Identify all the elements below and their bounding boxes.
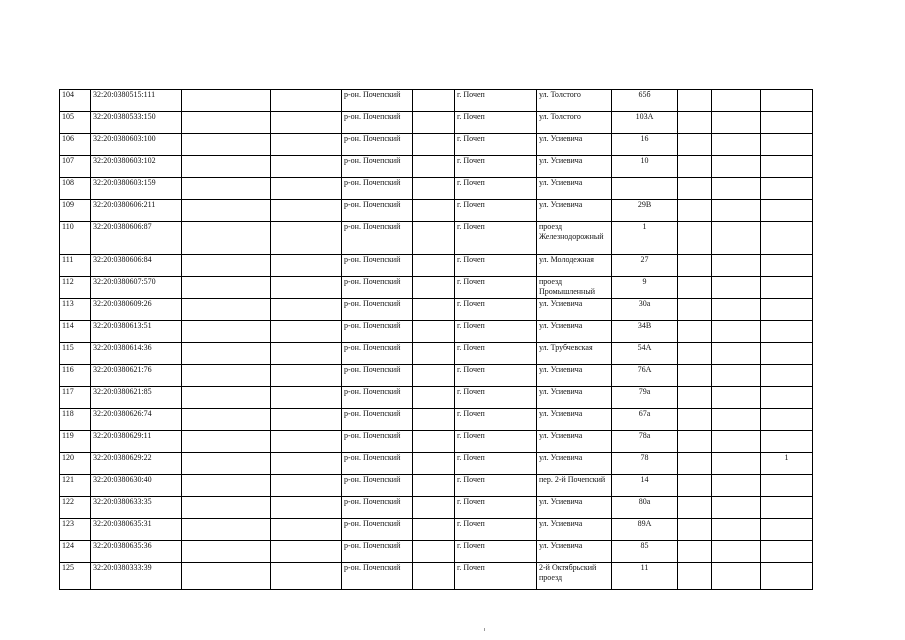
empty-cell (271, 409, 342, 431)
street: ул. Усиевича (537, 431, 612, 453)
district: р-он. Почепский (342, 156, 413, 178)
empty-cell (712, 112, 761, 134)
district: р-он. Почепский (342, 222, 413, 255)
extra-value (761, 387, 813, 409)
extra-value (761, 112, 813, 134)
empty-cell (182, 200, 271, 222)
empty-cell (182, 134, 271, 156)
street: ул. Усиевича (537, 200, 612, 222)
empty-cell (271, 519, 342, 541)
district: р-он. Почепский (342, 90, 413, 112)
table-row (60, 365, 813, 387)
row-number: 104 (60, 90, 91, 112)
extra-value (761, 277, 813, 299)
house-number: 89А (612, 519, 678, 541)
cadastral-number: 32:20:0380609:26 (91, 299, 182, 321)
street: 2-й Октябрьский проезд (537, 563, 612, 590)
extra-value (761, 409, 813, 431)
street: ул. Усиевича (537, 541, 612, 563)
empty-cell (712, 387, 761, 409)
row-number: 111 (60, 255, 91, 277)
street: пер. 2-й Почепский (537, 475, 612, 497)
empty-cell (712, 222, 761, 255)
empty-cell (678, 178, 712, 200)
district: р-он. Почепский (342, 365, 413, 387)
city: г. Почеп (455, 255, 537, 277)
empty-cell (271, 156, 342, 178)
cadastral-number: 32:20:0380515:111 (91, 90, 182, 112)
empty-cell (712, 178, 761, 200)
district: р-он. Почепский (342, 563, 413, 590)
row-number: 124 (60, 541, 91, 563)
house-number: 14 (612, 475, 678, 497)
street: ул. Усиевича (537, 156, 612, 178)
empty-cell (413, 563, 455, 590)
empty-cell (182, 541, 271, 563)
empty-cell (678, 156, 712, 178)
table-row (60, 200, 813, 222)
district: р-он. Почепский (342, 453, 413, 475)
empty-cell (712, 475, 761, 497)
empty-cell (271, 299, 342, 321)
city: г. Почеп (455, 519, 537, 541)
cadastral-number: 32:20:0380603:100 (91, 134, 182, 156)
empty-cell (712, 453, 761, 475)
house-number: 1 (612, 222, 678, 255)
empty-cell (182, 277, 271, 299)
empty-cell (678, 255, 712, 277)
house-number: 78а (612, 431, 678, 453)
empty-cell (712, 365, 761, 387)
district: р-он. Почепский (342, 387, 413, 409)
street: ул. Усиевича (537, 519, 612, 541)
table-row (60, 343, 813, 365)
house-number: 11 (612, 563, 678, 590)
empty-cell (413, 541, 455, 563)
house-number: 80а (612, 497, 678, 519)
empty-cell (182, 178, 271, 200)
house-number: 29В (612, 200, 678, 222)
empty-cell (182, 387, 271, 409)
cadastral-number: 32:20:0380603:102 (91, 156, 182, 178)
table-row (60, 222, 813, 255)
table-row (60, 156, 813, 178)
house-number: 85 (612, 541, 678, 563)
empty-cell (413, 431, 455, 453)
cadastral-number: 32:20:0380626:74 (91, 409, 182, 431)
empty-cell (678, 453, 712, 475)
district: р-он. Почепский (342, 497, 413, 519)
row-number: 119 (60, 431, 91, 453)
row-number: 116 (60, 365, 91, 387)
cadastral-number: 32:20:0380629:22 (91, 453, 182, 475)
street: ул. Усиевича (537, 321, 612, 343)
empty-cell (678, 134, 712, 156)
empty-cell (678, 365, 712, 387)
row-number: 109 (60, 200, 91, 222)
house-number: 54А (612, 343, 678, 365)
city: г. Почеп (455, 90, 537, 112)
empty-cell (712, 134, 761, 156)
row-number: 115 (60, 343, 91, 365)
table-row (60, 519, 813, 541)
extra-value (761, 255, 813, 277)
empty-cell (182, 321, 271, 343)
district: р-он. Почепский (342, 541, 413, 563)
house-number: 76А (612, 365, 678, 387)
empty-cell (182, 343, 271, 365)
row-number: 118 (60, 409, 91, 431)
empty-cell (271, 134, 342, 156)
empty-cell (413, 453, 455, 475)
empty-cell (413, 222, 455, 255)
cadastral-number: 32:20:0380603:159 (91, 178, 182, 200)
extra-value (761, 178, 813, 200)
empty-cell (271, 475, 342, 497)
empty-cell (271, 112, 342, 134)
empty-cell (271, 563, 342, 590)
cadastral-number: 32:20:0380606:87 (91, 222, 182, 255)
empty-cell (271, 222, 342, 255)
district: р-он. Почепский (342, 475, 413, 497)
empty-cell (271, 277, 342, 299)
empty-cell (182, 255, 271, 277)
empty-cell (413, 200, 455, 222)
empty-cell (182, 563, 271, 590)
street: ул. Молодежная (537, 255, 612, 277)
empty-cell (678, 431, 712, 453)
empty-cell (413, 519, 455, 541)
empty-cell (182, 453, 271, 475)
row-number: 117 (60, 387, 91, 409)
district: р-он. Почепский (342, 200, 413, 222)
street: ул. Толстого (537, 90, 612, 112)
cadastral-number: 32:20:0380607:570 (91, 277, 182, 299)
table-row (60, 134, 813, 156)
row-number: 125 (60, 563, 91, 590)
city: г. Почеп (455, 134, 537, 156)
city: г. Почеп (455, 343, 537, 365)
empty-cell (413, 178, 455, 200)
empty-cell (271, 431, 342, 453)
empty-cell (712, 200, 761, 222)
city: г. Почеп (455, 321, 537, 343)
cadastral-number: 32:20:0380333:39 (91, 563, 182, 590)
extra-value (761, 497, 813, 519)
registry-body (60, 90, 813, 590)
empty-cell (271, 343, 342, 365)
cadastral-number: 32:20:0380621:85 (91, 387, 182, 409)
table-row (60, 387, 813, 409)
empty-cell (678, 409, 712, 431)
house-number: 65б (612, 90, 678, 112)
extra-value (761, 541, 813, 563)
extra-value (761, 156, 813, 178)
empty-cell (413, 156, 455, 178)
table-row (60, 299, 813, 321)
extra-value (761, 222, 813, 255)
city: г. Почеп (455, 277, 537, 299)
house-number: 79а (612, 387, 678, 409)
city: г. Почеп (455, 156, 537, 178)
empty-cell (413, 277, 455, 299)
empty-cell (712, 90, 761, 112)
empty-cell (413, 299, 455, 321)
extra-value (761, 365, 813, 387)
street: проезд Промышленный (537, 277, 612, 299)
empty-cell (712, 255, 761, 277)
empty-cell (271, 541, 342, 563)
empty-cell (712, 519, 761, 541)
empty-cell (678, 563, 712, 590)
empty-cell (182, 475, 271, 497)
row-number: 106 (60, 134, 91, 156)
street: ул. Усиевича (537, 497, 612, 519)
empty-cell (712, 497, 761, 519)
street: ул. Усиевича (537, 299, 612, 321)
empty-cell (712, 409, 761, 431)
table-row (60, 90, 813, 112)
empty-cell (712, 431, 761, 453)
registry-table (59, 89, 813, 590)
empty-cell (413, 112, 455, 134)
empty-cell (271, 255, 342, 277)
city: г. Почеп (455, 299, 537, 321)
street: ул. Усиевича (537, 387, 612, 409)
empty-cell (712, 563, 761, 590)
city: г. Почеп (455, 563, 537, 590)
empty-cell (712, 541, 761, 563)
empty-cell (712, 343, 761, 365)
street: ул. Усиевича (537, 134, 612, 156)
table-row (60, 563, 813, 590)
cadastral-number: 32:20:0380633:35 (91, 497, 182, 519)
street: ул. Трубчевская (537, 343, 612, 365)
city: г. Почеп (455, 200, 537, 222)
table-row (60, 409, 813, 431)
district: р-он. Почепский (342, 409, 413, 431)
city: г. Почеп (455, 431, 537, 453)
empty-cell (182, 431, 271, 453)
city: г. Почеп (455, 365, 537, 387)
cadastral-number: 32:20:0380629:11 (91, 431, 182, 453)
table-row (60, 541, 813, 563)
empty-cell (182, 409, 271, 431)
empty-cell (678, 112, 712, 134)
table-row (60, 321, 813, 343)
district: р-он. Почепский (342, 431, 413, 453)
empty-cell (413, 90, 455, 112)
row-number: 107 (60, 156, 91, 178)
empty-cell (678, 200, 712, 222)
empty-cell (413, 497, 455, 519)
empty-cell (413, 134, 455, 156)
extra-value (761, 200, 813, 222)
table-row (60, 178, 813, 200)
cadastral-number: 32:20:0380635:36 (91, 541, 182, 563)
row-number: 114 (60, 321, 91, 343)
empty-cell (182, 222, 271, 255)
house-number: 78 (612, 453, 678, 475)
empty-cell (678, 321, 712, 343)
empty-cell (712, 277, 761, 299)
house-number: 27 (612, 255, 678, 277)
city: г. Почеп (455, 409, 537, 431)
district: р-он. Почепский (342, 343, 413, 365)
district: р-он. Почепский (342, 277, 413, 299)
empty-cell (413, 387, 455, 409)
row-number: 105 (60, 112, 91, 134)
row-number: 113 (60, 299, 91, 321)
district: р-он. Почепский (342, 112, 413, 134)
extra-value (761, 134, 813, 156)
district: р-он. Почепский (342, 299, 413, 321)
empty-cell (271, 90, 342, 112)
extra-value (761, 343, 813, 365)
empty-cell (413, 255, 455, 277)
row-number: 121 (60, 475, 91, 497)
empty-cell (413, 365, 455, 387)
district: р-он. Почепский (342, 321, 413, 343)
cadastral-number: 32:20:0380614:36 (91, 343, 182, 365)
empty-cell (712, 299, 761, 321)
city: г. Почеп (455, 112, 537, 134)
extra-value (761, 563, 813, 590)
table-row (60, 112, 813, 134)
empty-cell (182, 299, 271, 321)
empty-cell (271, 387, 342, 409)
empty-cell (413, 321, 455, 343)
table-row (60, 453, 813, 475)
cadastral-number: 32:20:0380613:51 (91, 321, 182, 343)
house-number (612, 178, 678, 200)
row-number: 108 (60, 178, 91, 200)
empty-cell (678, 277, 712, 299)
city: г. Почеп (455, 453, 537, 475)
city: г. Почеп (455, 541, 537, 563)
street: ул. Усиевича (537, 409, 612, 431)
row-number: 110 (60, 222, 91, 255)
empty-cell (678, 222, 712, 255)
empty-cell (413, 409, 455, 431)
scan-mark (484, 628, 485, 631)
extra-value (761, 431, 813, 453)
cadastral-number: 32:20:0380630:40 (91, 475, 182, 497)
empty-cell (678, 343, 712, 365)
city: г. Почеп (455, 222, 537, 255)
empty-cell (678, 90, 712, 112)
city: г. Почеп (455, 387, 537, 409)
empty-cell (678, 497, 712, 519)
empty-cell (678, 387, 712, 409)
district: р-он. Почепский (342, 255, 413, 277)
city: г. Почеп (455, 178, 537, 200)
house-number: 34В (612, 321, 678, 343)
empty-cell (271, 200, 342, 222)
row-number: 122 (60, 497, 91, 519)
empty-cell (678, 541, 712, 563)
empty-cell (182, 497, 271, 519)
table-row (60, 277, 813, 299)
empty-cell (678, 475, 712, 497)
row-number: 112 (60, 277, 91, 299)
empty-cell (271, 453, 342, 475)
extra-value (761, 475, 813, 497)
empty-cell (413, 475, 455, 497)
empty-cell (271, 497, 342, 519)
empty-cell (712, 156, 761, 178)
row-number: 120 (60, 453, 91, 475)
table-row (60, 497, 813, 519)
cadastral-number: 32:20:0380606:211 (91, 200, 182, 222)
empty-cell (271, 178, 342, 200)
extra-value (761, 519, 813, 541)
row-number: 123 (60, 519, 91, 541)
cadastral-number: 32:20:0380621:76 (91, 365, 182, 387)
empty-cell (182, 156, 271, 178)
cadastral-number: 32:20:0380635:31 (91, 519, 182, 541)
extra-value (761, 90, 813, 112)
city: г. Почеп (455, 475, 537, 497)
district: р-он. Почепский (342, 519, 413, 541)
house-number: 67а (612, 409, 678, 431)
empty-cell (182, 365, 271, 387)
table-row (60, 475, 813, 497)
empty-cell (271, 365, 342, 387)
cadastral-number: 32:20:0380606:84 (91, 255, 182, 277)
street: проезд Железнодорожный (537, 222, 612, 255)
extra-value (761, 299, 813, 321)
extra-value: 1 (761, 453, 813, 475)
empty-cell (182, 90, 271, 112)
empty-cell (182, 112, 271, 134)
house-number: 10 (612, 156, 678, 178)
street: ул. Усиевича (537, 178, 612, 200)
house-number: 30а (612, 299, 678, 321)
house-number: 16 (612, 134, 678, 156)
street: ул. Толстого (537, 112, 612, 134)
cadastral-number: 32:20:0380533:150 (91, 112, 182, 134)
table-row (60, 431, 813, 453)
empty-cell (678, 519, 712, 541)
district: р-он. Почепский (342, 178, 413, 200)
empty-cell (271, 321, 342, 343)
table-row (60, 255, 813, 277)
street: ул. Усиевича (537, 365, 612, 387)
empty-cell (413, 343, 455, 365)
street: ул. Усиевича (537, 453, 612, 475)
city: г. Почеп (455, 497, 537, 519)
house-number: 9 (612, 277, 678, 299)
empty-cell (182, 519, 271, 541)
extra-value (761, 321, 813, 343)
empty-cell (712, 321, 761, 343)
house-number: 103А (612, 112, 678, 134)
district: р-он. Почепский (342, 134, 413, 156)
empty-cell (678, 299, 712, 321)
